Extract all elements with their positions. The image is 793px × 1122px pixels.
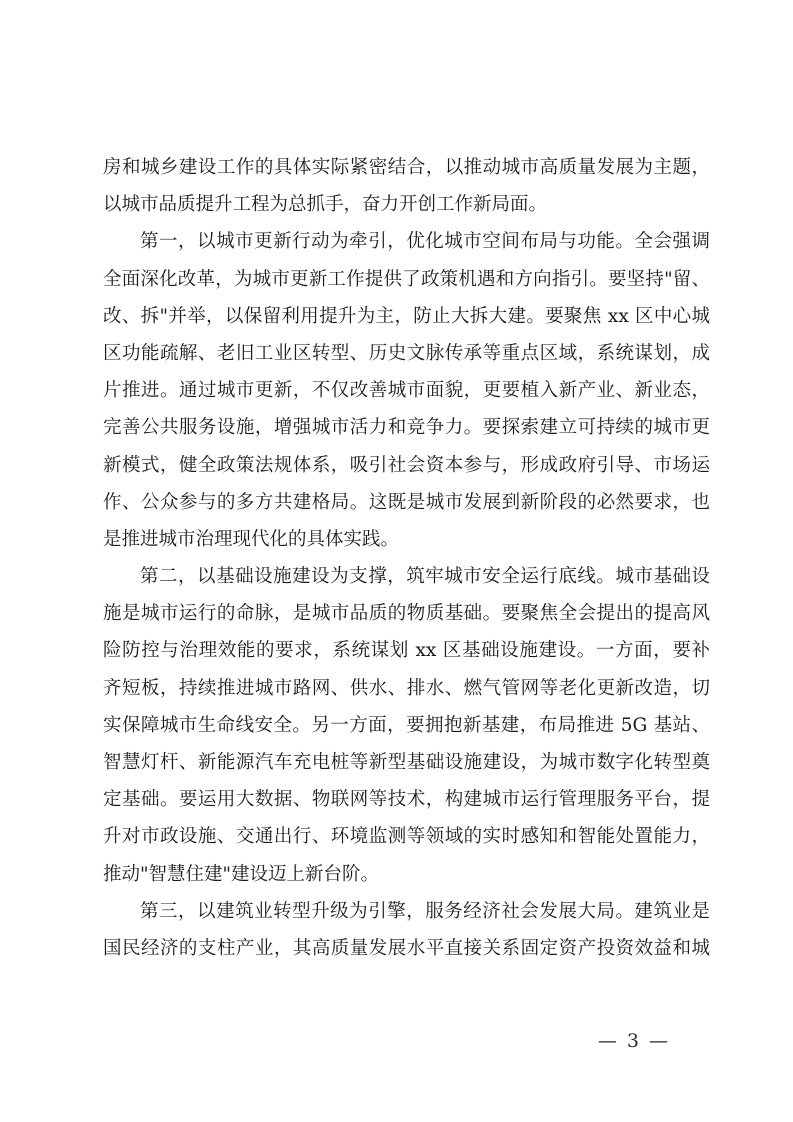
text-line: 是推进城市治理现代化的具体实践。 bbox=[103, 528, 400, 550]
page-number: — 3 — bbox=[597, 1030, 670, 1052]
text-line: 房和城乡建设工作的具体实际紧密结合，以推动城市高质量发展为主题， bbox=[103, 157, 710, 178]
text-line: 区功能疏解、老旧工业区转型、历史文脉传承等重点区域，系统谋划，成 bbox=[103, 342, 710, 364]
text-line: 智慧灯杆、新能源汽车充电桩等新型基础设施建设，为城市数字化转型奠 bbox=[103, 752, 710, 773]
text-line: 第三，以建筑业转型升级为引擎，服务经济社会发展大局。建筑业是 bbox=[140, 900, 710, 922]
text-line: 升对市政设施、交通出行、环境监测等领域的实时感知和智能处置能力， bbox=[103, 826, 710, 848]
text-line: 第二，以基础设施建设为支撑，筑牢城市安全运行底线。城市基础设 bbox=[140, 566, 710, 588]
text-line: 国民经济的支柱产业，其高质量发展水平直接关系固定资产投资效益和城 bbox=[103, 937, 710, 959]
text-line: 推动"智慧住建"建设迈上新台阶。 bbox=[103, 863, 380, 885]
text-line: 第一，以城市更新行动为牵引，优化城市空间布局与功能。全会强调 bbox=[140, 231, 710, 253]
text-line: 改、拆"并举，以保留利用提升为主，防止大拆大建。要聚焦 xx 区中心城 bbox=[103, 305, 710, 327]
text-line: 以城市品质提升工程为总抓手，奋力开创工作新局面。 bbox=[103, 194, 548, 216]
document-body bbox=[103, 149, 710, 967]
paragraph bbox=[103, 558, 710, 893]
paragraph bbox=[103, 893, 710, 967]
paragraph bbox=[103, 223, 710, 558]
text-line: 实保障城市生命线安全。另一方面，要拥抱新基建，布局推进 5G 基站、 bbox=[103, 714, 710, 736]
text-line: 定基础。要运用大数据、物联网等技术，构建城市运行管理服务平台，提 bbox=[103, 789, 710, 811]
text-line: 施是城市运行的命脉，是城市品质的物质基础。要聚焦全会提出的提高风 bbox=[103, 603, 710, 625]
text-line: 作、公众参与的多方共建格局。这既是城市发展到新阶段的必然要求，也 bbox=[103, 491, 710, 513]
text-line: 新模式，健全政策法规体系，吸引社会资本参与，形成政府引导、市场运 bbox=[103, 454, 710, 476]
text-line: 齐短板，持续推进城市路网、供水、排水、燃气管网等老化更新改造，切 bbox=[103, 677, 710, 699]
text-line: 险防控与治理效能的要求，系统谋划 xx 区基础设施建设。一方面，要补 bbox=[103, 640, 710, 662]
text-line: 片推进。通过城市更新，不仅改善城市面貌，更要植入新产业、新业态， bbox=[103, 380, 710, 402]
text-line: 全面深化改革，为城市更新工作提供了政策机遇和方向指引。要坚持"留、 bbox=[103, 268, 710, 290]
paragraph bbox=[103, 149, 710, 223]
text-line: 完善公共服务设施，增强城市活力和竞争力。要探索建立可持续的城市更 bbox=[103, 417, 710, 439]
